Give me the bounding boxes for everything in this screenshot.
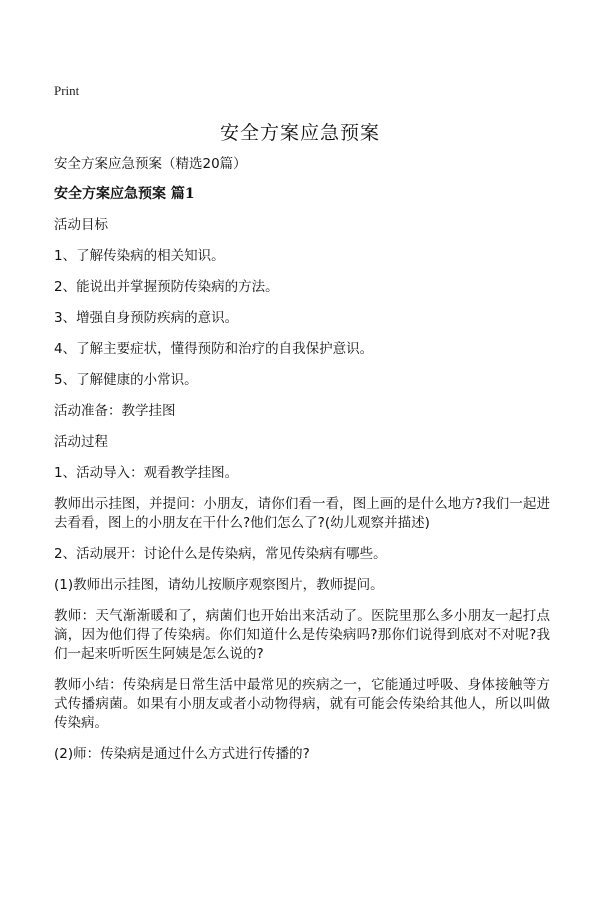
paragraph-goal-3: 3、增强自身预防疾病的意识。	[54, 310, 239, 326]
paragraph-goal-4: 4、了解主要症状，懂得预防和治疗的自我保护意识。	[54, 341, 374, 357]
paragraph-step-2: 2、活动展开：讨论什么是传染病，常见传染病有哪些。	[54, 546, 387, 562]
print-label: Print	[54, 83, 80, 98]
paragraph-activity-goals: 活动目标	[54, 217, 108, 233]
paragraph-teacher-speech: 教师：天气渐渐暖和了，病菌们也开始出来活动了。医院里那么多小朋友一起打点滴，因为他们得了传染病。你们知道什么是传染病吗?那你们说得到底对不对呢?我们一起来听听医生阿姨是怎么说的?	[54, 608, 550, 662]
paragraph-step-1: 1、活动导入：观看教学挂图。	[54, 465, 239, 481]
paragraph-step-2-2: (2)师：传染病是通过什么方式进行传播的?	[54, 746, 310, 762]
paragraph-activity-preparation: 活动准备：教学挂图	[54, 403, 176, 419]
paragraph-step-2-1: (1)教师出示挂图，请幼儿按顺序观察图片，教师提问。	[54, 577, 384, 593]
paragraph-goal-5: 5、了解健康的小常识。	[54, 372, 198, 388]
section-heading: 安全方案应急预案 篇1	[54, 186, 195, 202]
page-title: 安全方案应急预案	[219, 122, 380, 144]
paragraph-teacher-summary: 教师小结：传染病是日常生活中最常见的疾病之一，它能通过呼吸、身体接触等方式传播病菌。如果有小朋友或者小动物得病，就有可能会传染给其他人，所以叫做传染病。	[54, 677, 550, 731]
paragraph-goal-2: 2、能说出并掌握预防传染病的方法。	[54, 279, 279, 295]
paragraph-activity-process: 活动过程	[54, 434, 108, 450]
paragraph-teacher-question: 教师出示挂图，并提问：小朋友，请你们看一看，图上画的是什么地方?我们一起进去看看，图上的小朋友在干什么?他们怎么了?(幼儿观察并描述)	[54, 496, 550, 531]
paragraph-goal-1: 1、了解传染病的相关知识。	[54, 248, 225, 264]
document-body	[54, 155, 550, 776]
document-subtitle: 安全方案应急预案（精选20篇）	[54, 156, 247, 172]
